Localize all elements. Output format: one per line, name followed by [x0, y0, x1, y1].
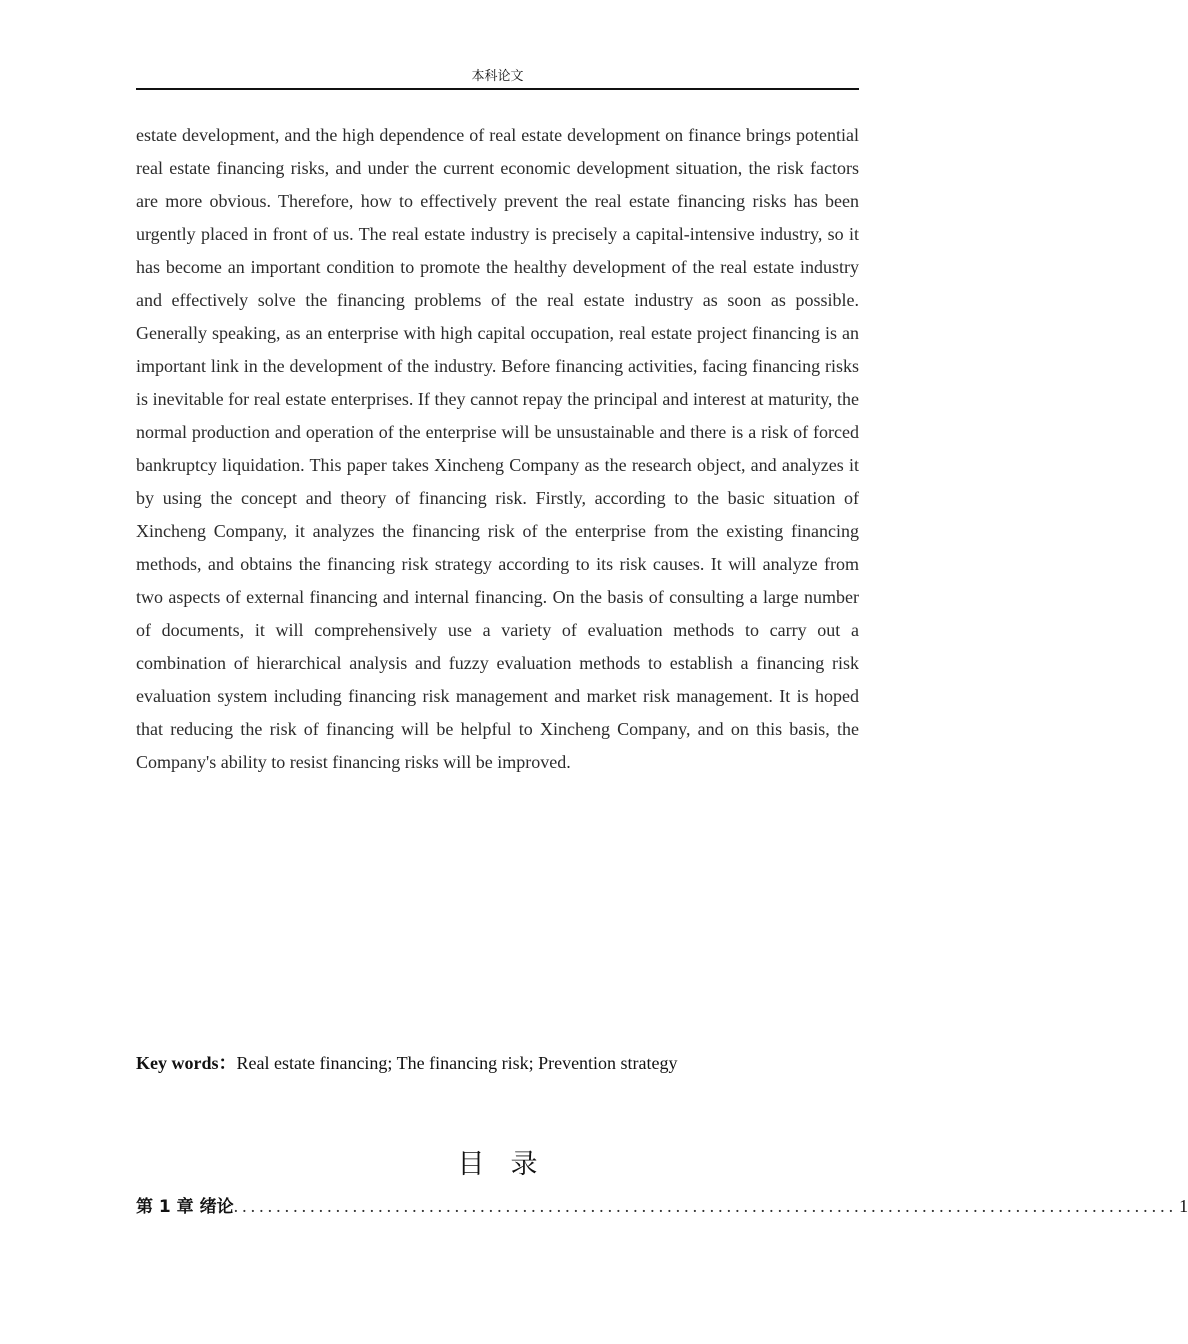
toc-title: 目录 [457, 1149, 564, 1180]
keywords-line [136, 1048, 859, 1078]
toc-entry-label: 第 1 章 绪论 [136, 1197, 234, 1217]
header-rule [136, 88, 859, 90]
abstract-body: estate development, and the high dependence of real estate development on finance brings potential real estate financing risks, and under the current economic development situation, the risk factors are more obvious. Therefore, how to effectively prevent the real estate financing risks has been urgently placed in front of us. The real estate industry is precisely a capital-intensive industry, so it has become an important condition to promote the healthy development of the real estate industry and effectively solve the financing problems of the real estate industry as soon as possible. Generally speaking, as an enterprise with high capital occupation, real estate project financing is an important link in the development of the industry. Before financing activities, facing financing risks is inevitable for real estate enterprises. If they cannot repay the principal and interest at maturity, the normal production and operation of the enterprise will be unsustainable and there is a risk of forced bankruptcy liquidation. This paper takes Xincheng Company as the research object, and analyzes it by using the concept and theory of financing risk. Firstly, according to the basic situation of Xincheng Company, it analyzes the financing risk of the enterprise from the existing financing methods, and obtains the financing risk strategy according to its risk causes. It will analyze from two aspects of external financing and internal financing. On the basis of consulting a large number of documents, it will comprehensively use a variety of evaluation methods to carry out a combination of hierarchical analysis and fuzzy evaluation methods to establish a financing risk evaluation system including financing risk management and market risk management. It is hoped that reducing the risk of financing will be helpful to Xincheng Company, and on this basis, the Company's ability to resist financing risks will be improved. [136, 125, 859, 772]
toc-entry[interactable] [136, 1192, 1188, 1220]
keywords-label: Key words： [136, 1053, 237, 1073]
toc-page-number: 1 [1179, 1196, 1188, 1216]
toc-dot-leader: ............................................................................................................... [233, 1196, 1178, 1216]
keywords-value: Real estate financing; The financing risk; Prevention strategy [236, 1053, 678, 1073]
running-header: 本科论文 [471, 69, 524, 84]
